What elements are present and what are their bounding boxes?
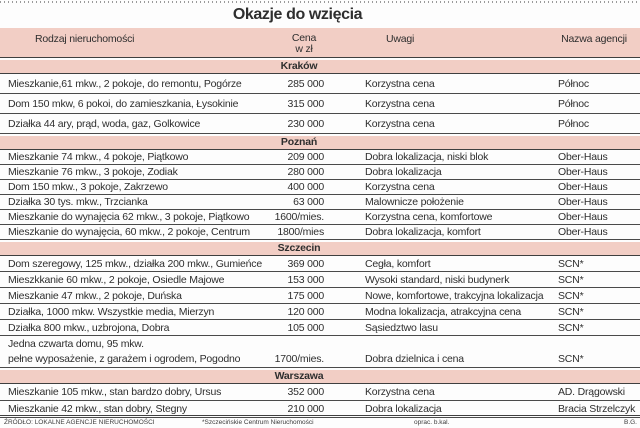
price-cell: 1600/mies.: [274, 211, 324, 223]
property-cell: Działka, 1000 mkw. Wszystkie media, Mierzyn: [8, 305, 215, 318]
property-cell: Działka 44 ary, prąd, woda, gaz, Golkowice: [8, 117, 201, 130]
agency-cell: Północ: [558, 117, 589, 130]
agency-cell: Ober-Haus: [558, 226, 608, 238]
property-cell: Działka 30 tys. mkw., Trzcianka: [8, 196, 148, 208]
section-szczecin: [0, 242, 640, 368]
price-cell: 105 000: [287, 321, 324, 334]
property-cell: Mieszkkanie 60 mkw., 2 pokoje, Osiedle Majowe: [8, 273, 225, 286]
price-cell: 1700/mies.: [274, 353, 324, 365]
price-cell: 1800/mies: [277, 226, 324, 238]
footer: [0, 415, 640, 428]
notes-cell: Dobra lokalizacja: [365, 166, 442, 178]
column-header-price-line2: w zł: [295, 43, 313, 55]
property-cell: Mieszkanie 42 mkw., stan dobry, Stegny: [8, 403, 187, 415]
section-poznan: [0, 136, 640, 240]
table-row: [0, 256, 640, 272]
price-cell: 400 000: [287, 181, 324, 193]
notes-cell: Korzystna cena: [365, 386, 435, 398]
price-cell: 315 000: [287, 97, 324, 110]
column-header-notes: Uwagi: [386, 33, 415, 45]
notes-cell: Korzystna cena: [365, 97, 435, 110]
notes-cell: Korzystna cena: [365, 117, 435, 130]
table-row: [0, 94, 640, 114]
property-cell: Mieszkanie 105 mkw., stan bardzo dobry, Ursus: [8, 386, 222, 398]
property-cell: Mieszkanie 47 mkw., 2 pokoje, Duńska: [8, 289, 182, 302]
agency-cell: Ober-Haus: [558, 211, 608, 223]
agency-cell: Północ: [558, 77, 589, 90]
section-header: Warszawa: [0, 370, 640, 384]
agency-cell: Ober-Haus: [558, 166, 608, 178]
property-cell: Dom szeregowy, 125 mkw., działka 200 mkw., Gumieńce: [8, 257, 262, 270]
property-cell: Dom 150 mkw, 6 pokoi, do zamieszkania, Łysokinie: [8, 97, 239, 110]
table-row: [0, 304, 640, 320]
notes-cell: Korzystna cena: [365, 181, 435, 193]
agency-cell: Ober-Haus: [558, 151, 608, 163]
table-row: [0, 180, 640, 195]
price-cell: 175 000: [287, 289, 324, 302]
property-cell: Mieszkanie 74 mkw., 4 pokoje, Piątkowo: [8, 151, 189, 163]
notes-cell: Nowe, komfortowe, trakcyjna lokalizacja: [365, 289, 544, 302]
property-cell-line2: pełne wyposażenie, z garażem i ogrodem, Pogodno: [8, 353, 241, 365]
table-row: [0, 288, 640, 304]
table-row: [0, 225, 640, 240]
notes-cell: Korzystna cena, komfortowe: [365, 211, 493, 223]
price-cell: 120 000: [287, 305, 324, 318]
table-row: [0, 336, 640, 368]
footer-prepared-by: oprac. b.kal.: [414, 419, 450, 426]
price-cell: 210 000: [287, 403, 324, 415]
column-header-property: Rodzaj nieruchomości: [35, 33, 135, 45]
property-cell-line1: Jedna czwarta domu, 95 mkw.: [8, 337, 144, 350]
table-row: [0, 114, 640, 134]
column-header-price-line1: Cena: [291, 32, 317, 44]
section-krakow: [0, 60, 640, 134]
notes-cell: Malownicze położenie: [365, 196, 464, 208]
price-cell: 280 000: [287, 166, 324, 178]
table-row: [0, 165, 640, 180]
notes-cell: Modna lokalizacja, atrakcyjna cena: [365, 305, 522, 318]
price-cell: 209 000: [287, 151, 324, 163]
agency-cell: SCN*: [558, 273, 584, 286]
notes-cell: Sąsiedztwo lasu: [365, 321, 438, 334]
price-cell: 63 000: [293, 196, 324, 208]
table-row: [0, 384, 640, 401]
price-cell: 230 000: [287, 117, 324, 130]
notes-cell: Dobra lokalizacja, komfort: [365, 226, 481, 238]
footer-initials: B.G.: [623, 419, 637, 426]
agency-cell: Bracia Strzelczyk: [558, 403, 636, 415]
property-cell: Dom 150 mkw., 3 pokoje, Zakrzewo: [8, 181, 168, 193]
agency-cell: Północ: [558, 97, 589, 110]
footer-source: ŹRÓDŁO: LOKALNE AGENCJE NIERUCHOMOŚCI: [4, 419, 155, 426]
section-header: Kraków: [0, 60, 640, 74]
notes-cell: Wysoki standard, niski budynerk: [365, 273, 510, 286]
section-header: Poznań: [0, 136, 640, 150]
property-cell: Mieszkanie do wynajęcia, 60 mkw., 2 pokoje, Centrum: [8, 226, 250, 238]
property-cell: Mieszkanie,61 mkw., 2 pokoje, do remontu, Pogórze: [8, 77, 242, 90]
agency-cell: SCN*: [558, 257, 584, 270]
agency-cell: SCN*: [558, 305, 584, 318]
notes-cell: Dobra lokalizacja: [365, 403, 442, 415]
agency-cell: AD. Drągowski: [558, 386, 625, 398]
table-row: [0, 74, 640, 94]
section-header: Szczecin: [0, 242, 640, 256]
notes-cell: Dobra dzielnica i cena: [365, 353, 464, 365]
price-cell: 285 000: [287, 77, 324, 90]
price-cell: 352 000: [287, 386, 324, 398]
price-cell: 153 000: [287, 273, 324, 286]
column-header-price: [238, 28, 330, 57]
agency-cell: SCN*: [558, 353, 584, 365]
page-title: Okazje do wzięcia: [232, 6, 363, 23]
section-warszawa: [0, 370, 640, 418]
agency-cell: Ober-Haus: [558, 181, 608, 193]
agency-cell: SCN*: [558, 321, 584, 334]
table-row: [0, 210, 640, 225]
table-header: [0, 28, 640, 58]
table-row: [0, 272, 640, 288]
table-row: [0, 195, 640, 210]
property-cell: Działka 800 mkw., uzbrojona, Dobra: [8, 321, 170, 334]
footer-note: *Szczecińskie Centrum Nieruchomości: [202, 419, 314, 426]
notes-cell: Dobra lokalizacja, niski blok: [365, 151, 489, 163]
price-cell: 369 000: [287, 257, 324, 270]
table-row: [0, 320, 640, 336]
table-row: [0, 150, 640, 165]
notes-cell: Cegła, komfort: [365, 257, 431, 270]
notes-cell: Korzystna cena: [365, 77, 435, 90]
property-cell: Mieszkanie do wynajęcia 62 mkw., 3 pokoje, Piątkowo: [8, 211, 250, 223]
property-cell: Mieszkanie 76 mkw., 3 pokoje, Zodiak: [8, 166, 178, 178]
agency-cell: SCN*: [558, 289, 584, 302]
column-header-agency: Nazwa agencji: [561, 33, 627, 45]
agency-cell: Ober-Haus: [558, 196, 608, 208]
